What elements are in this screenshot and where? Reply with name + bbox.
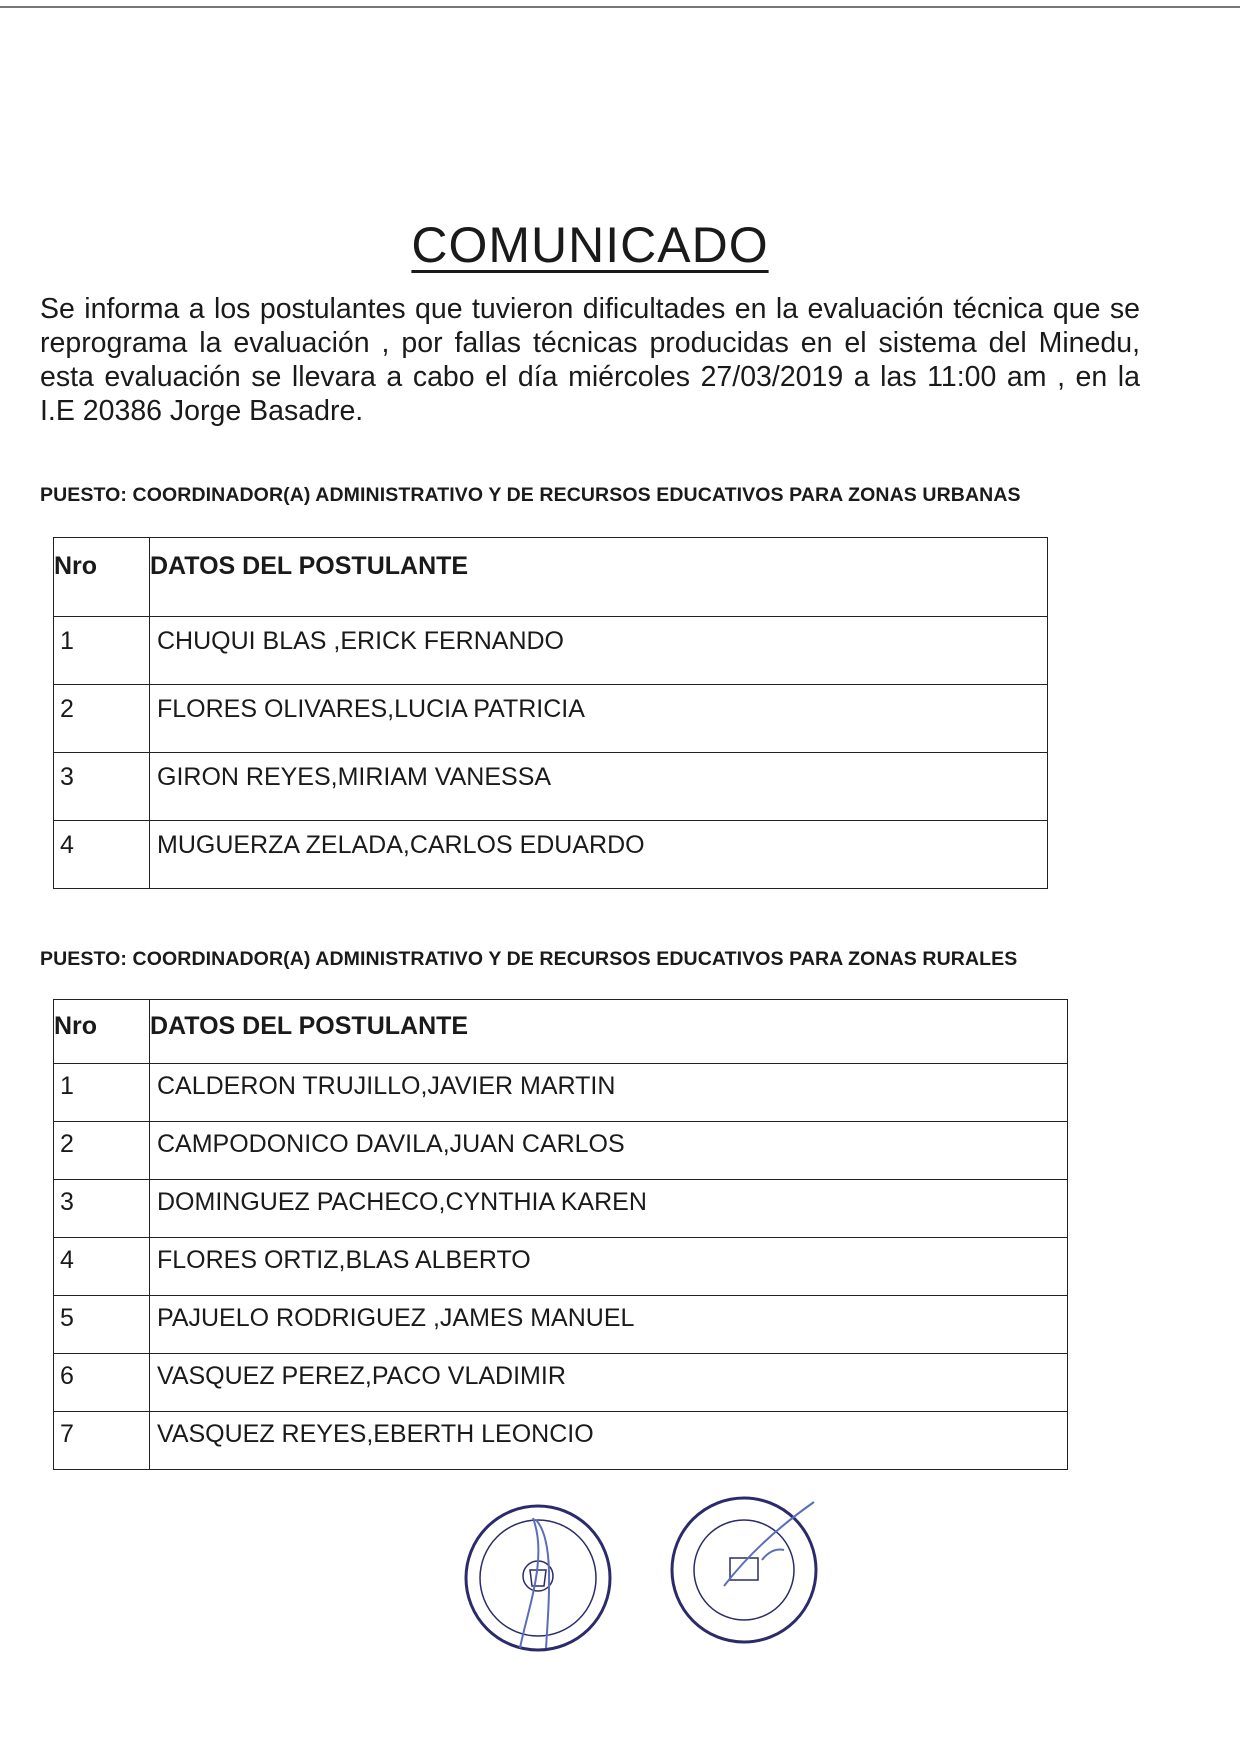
stamp-outer-ring [466,1506,610,1650]
row-name: PAJUELO RODRIGUEZ ,JAMES MANUEL [150,1296,1068,1354]
urban-heading: PUESTO: COORDINADOR(A) ADMINISTRATIVO Y DE RECURSOS EDUCATIVOS PARA ZONAS URBANAS [40,484,1021,506]
row-num: 3 [54,1180,150,1238]
table-row [54,1354,1068,1412]
rural-heading: PUESTO: COORDINADOR(A) ADMINISTRATIVO Y DE RECURSOS EDUCATIVOS PARA ZONAS RURALES [40,948,1018,970]
row-name: CALDERON TRUJILLO,JAVIER MARTIN [150,1064,1068,1122]
row-num: 3 [54,753,150,821]
signature-stroke [724,1502,814,1586]
row-name: MUGUERZA ZELADA,CARLOS EDUARDO [150,821,1048,889]
row-name: FLORES ORTIZ,BLAS ALBERTO [150,1238,1068,1296]
row-num: 1 [54,617,150,685]
urban-table [53,537,1048,889]
col-nro-header: Nro [54,538,150,617]
table-row [54,1180,1068,1238]
table-header-row [54,538,1048,617]
row-num: 4 [54,1238,150,1296]
row-name: DOMINGUEZ PACHECO,CYNTHIA KAREN [150,1180,1068,1238]
row-num: 5 [54,1296,150,1354]
top-rule [0,6,1240,8]
rural-table [53,999,1068,1470]
row-name: CAMPODONICO DAVILA,JUAN CARLOS [150,1122,1068,1180]
table-row [54,753,1048,821]
table-row [54,1296,1068,1354]
ugel-personal-stamp [458,1498,618,1658]
table-row [54,1238,1068,1296]
table-row [54,1412,1068,1470]
col-name-header: DATOS DEL POSTULANTE [150,538,1048,617]
shield-icon [530,1570,546,1586]
row-name: GIRON REYES,MIRIAM VANESSA [150,753,1048,821]
stamp-inner-ring [694,1520,794,1620]
table-row [54,1064,1068,1122]
table-row [54,617,1048,685]
row-num: 2 [54,1122,150,1180]
row-name: FLORES OLIVARES,LUCIA PATRICIA [150,685,1048,753]
row-name: CHUQUI BLAS ,ERICK FERNANDO [150,617,1048,685]
row-name: VASQUEZ REYES,EBERTH LEONCIO [150,1412,1068,1470]
row-num: 7 [54,1412,150,1470]
ministerio-stamp [664,1490,824,1650]
intro-paragraph: Se informa a los postulantes que tuvieron dificultades en la evaluación técnica que se reprograma la evaluación , por fallas técnicas producidas en el sistema del Minedu, esta evaluación se llevara a cabo el día miércoles 27/03/2019 a las 11:00 am , en la I.E 20386 Jorge Basadre. [40,293,1140,427]
row-num: 2 [54,685,150,753]
col-name-header: DATOS DEL POSTULANTE [150,1000,1068,1064]
row-num: 6 [54,1354,150,1412]
col-nro-header: Nro [54,1000,150,1064]
table-header-row [54,1000,1068,1064]
table-row [54,685,1048,753]
table-row [54,1122,1068,1180]
page-title: COMUNICADO [411,216,769,273]
row-num: 4 [54,821,150,889]
row-name: VASQUEZ PEREZ,PACO VLADIMIR [150,1354,1068,1412]
row-num: 1 [54,1064,150,1122]
table-row [54,821,1048,889]
